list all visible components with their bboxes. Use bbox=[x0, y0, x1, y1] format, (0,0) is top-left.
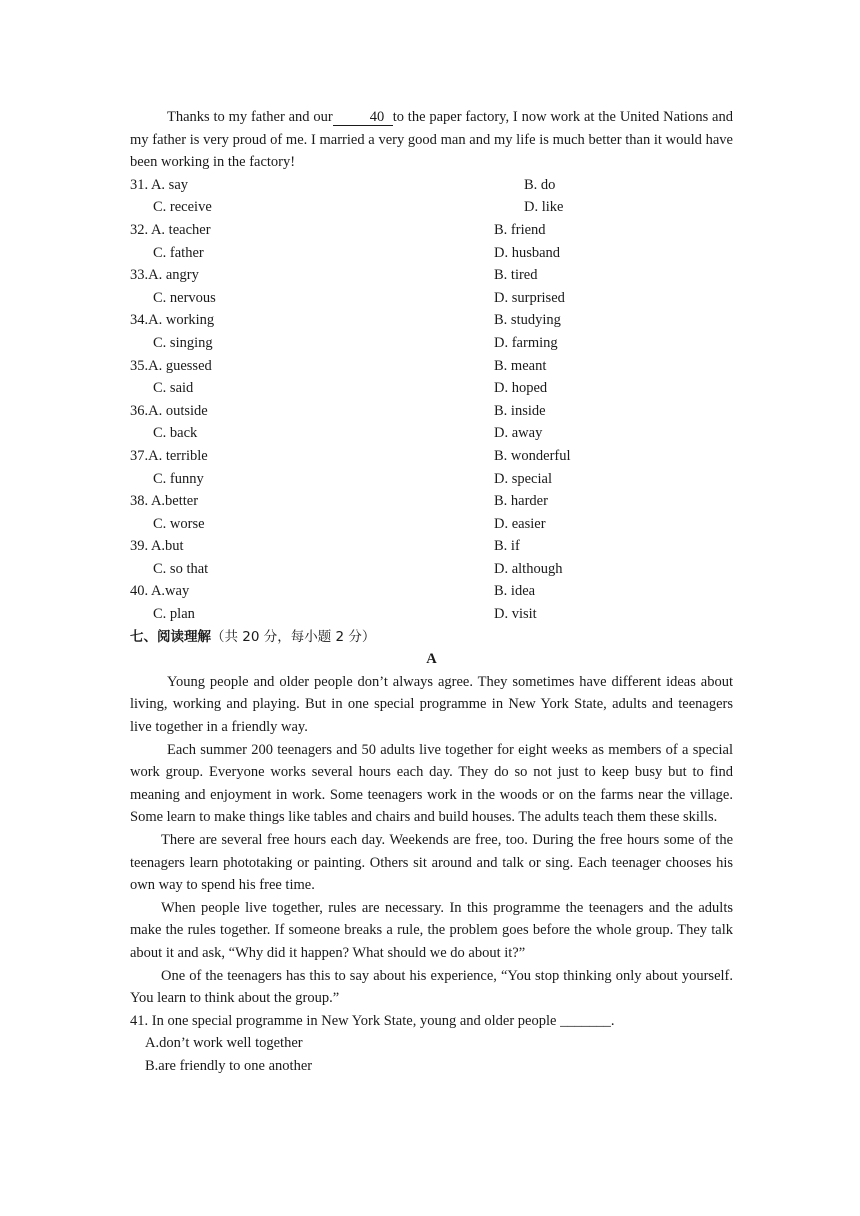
question-41-option-b: B.are friendly to one another bbox=[145, 1057, 313, 1074]
option-40-d: D. visit bbox=[494, 606, 537, 623]
option-32-a: 32. A. teacher bbox=[130, 221, 211, 238]
option-33-b: B. tired bbox=[494, 267, 538, 284]
option-38-c: C. worse bbox=[153, 515, 205, 532]
option-row-36-cd bbox=[130, 422, 733, 445]
option-row-33 bbox=[130, 264, 733, 287]
section-note: （共 20 分，每小题 2 分） bbox=[211, 628, 376, 645]
option-row-33-cd bbox=[130, 287, 733, 310]
document-page bbox=[130, 106, 733, 1078]
option-40-a: 40. A.way bbox=[130, 583, 190, 600]
option-row-36 bbox=[130, 400, 733, 423]
question-41-stem: 41. In one special programme in New York State, young and older people _______. bbox=[130, 1012, 615, 1029]
option-37-c: C. funny bbox=[153, 470, 204, 487]
option-35-b: B. meant bbox=[494, 357, 547, 374]
passage-paragraph-2: Each summer 200 teenagers and 50 adults live together for eight weeks as members of a special work group. Everyone works several hours each day. They do so not just to keep busy but to find meaning and enjoyment in work. Some teenagers work in the woods or on the farms near the village. Some learn to make things like tables and chairs and build houses. The adults teach them these skills. bbox=[130, 741, 733, 826]
option-39-b: B. if bbox=[494, 538, 520, 555]
answer-blank-40: 40 bbox=[333, 109, 393, 126]
option-35-c: C. said bbox=[153, 380, 194, 397]
option-36-c: C. back bbox=[153, 425, 198, 442]
option-row-39-cd bbox=[130, 558, 733, 581]
section-heading bbox=[130, 626, 733, 649]
intro-paragraph bbox=[130, 106, 733, 174]
option-34-b: B. studying bbox=[494, 312, 561, 329]
section-title: 七、阅读理解 bbox=[130, 628, 211, 645]
passage-paragraph-4: When people live together, rules are necessary. In this programme the teenagers and the adults make the rules together. If someone breaks a rule, the problem goes before the whole group. They talk about it and ask, “Why did it happen? What should we do about it?” bbox=[130, 899, 733, 961]
option-row-32 bbox=[130, 219, 733, 242]
option-row-32-cd bbox=[130, 242, 733, 265]
passage-paragraph-3: There are several free hours each day. Weekends are free, too. During the free hours some of the teenagers learn phototaking or painting. Others sit around and talk or sing. Each teenager chooses his own way to spend his free time. bbox=[130, 832, 733, 894]
option-row-38-cd bbox=[130, 513, 733, 536]
option-row-40 bbox=[130, 580, 733, 603]
option-34-d: D. farming bbox=[494, 334, 558, 351]
option-37-a: 37.A. terrible bbox=[130, 447, 208, 464]
option-31-b: B. do bbox=[524, 176, 556, 193]
question-41-option-a: A.don’t work well together bbox=[145, 1035, 303, 1052]
option-row-40-cd bbox=[130, 603, 733, 626]
option-row-39 bbox=[130, 535, 733, 558]
option-row-34 bbox=[130, 309, 733, 332]
passage-paragraph-1: Young people and older people don’t always agree. They sometimes have different ideas about living, working and playing. But in one special programme in New York State, adults and teenagers live together in a friendly way. bbox=[130, 673, 733, 736]
option-36-d: D. away bbox=[494, 425, 543, 442]
option-row-35 bbox=[130, 355, 733, 378]
option-31-d: D. like bbox=[524, 199, 564, 216]
option-32-d: D. husband bbox=[494, 244, 561, 261]
option-33-d: D. surprised bbox=[494, 289, 565, 306]
option-39-c: C. so that bbox=[153, 560, 209, 577]
intro-text-before: Thanks to my father and our bbox=[167, 109, 333, 125]
option-row-34-cd bbox=[130, 332, 733, 355]
passage-letter: A bbox=[426, 651, 437, 668]
option-36-b: B. inside bbox=[494, 402, 546, 419]
option-row-37 bbox=[130, 445, 733, 468]
option-38-b: B. harder bbox=[494, 493, 548, 510]
option-39-a: 39. A.but bbox=[130, 538, 184, 555]
passage-paragraph-5: One of the teenagers has this to say about his experience, “You stop thinking only about yourself. You learn to think about the group.” bbox=[130, 967, 733, 1007]
option-35-a: 35.A. guessed bbox=[130, 357, 212, 374]
intro-text-after: to the paper factory, I now work at the United Nations and my father is very proud of me. I married a very good man and my life is much better than it would have been working in the factory! bbox=[130, 109, 733, 171]
option-31-a: 31. A. say bbox=[130, 176, 188, 193]
option-33-a: 33.A. angry bbox=[130, 267, 199, 284]
option-36-a: 36.A. outside bbox=[130, 402, 208, 419]
option-row-35-cd bbox=[130, 377, 733, 400]
option-39-d: D. although bbox=[494, 560, 563, 577]
option-31-c: C. receive bbox=[153, 199, 212, 216]
option-38-a: 38. A.better bbox=[130, 493, 199, 510]
option-row-31-cd bbox=[130, 196, 733, 219]
option-row-31 bbox=[130, 174, 733, 197]
option-34-c: C. singing bbox=[153, 334, 213, 351]
option-40-c: C. plan bbox=[153, 606, 195, 623]
option-row-37-cd bbox=[130, 468, 733, 491]
option-37-b: B. wonderful bbox=[494, 447, 571, 464]
option-37-d: D. special bbox=[494, 470, 552, 487]
option-34-a: 34.A. working bbox=[130, 312, 215, 329]
option-40-b: B. idea bbox=[494, 583, 536, 600]
cloze-options bbox=[130, 174, 733, 626]
option-32-b: B. friend bbox=[494, 221, 546, 238]
option-33-c: C. nervous bbox=[153, 289, 216, 306]
option-32-c: C. father bbox=[153, 244, 204, 261]
option-35-d: D. hoped bbox=[494, 380, 548, 397]
option-38-d: D. easier bbox=[494, 515, 546, 532]
option-row-38 bbox=[130, 490, 733, 513]
